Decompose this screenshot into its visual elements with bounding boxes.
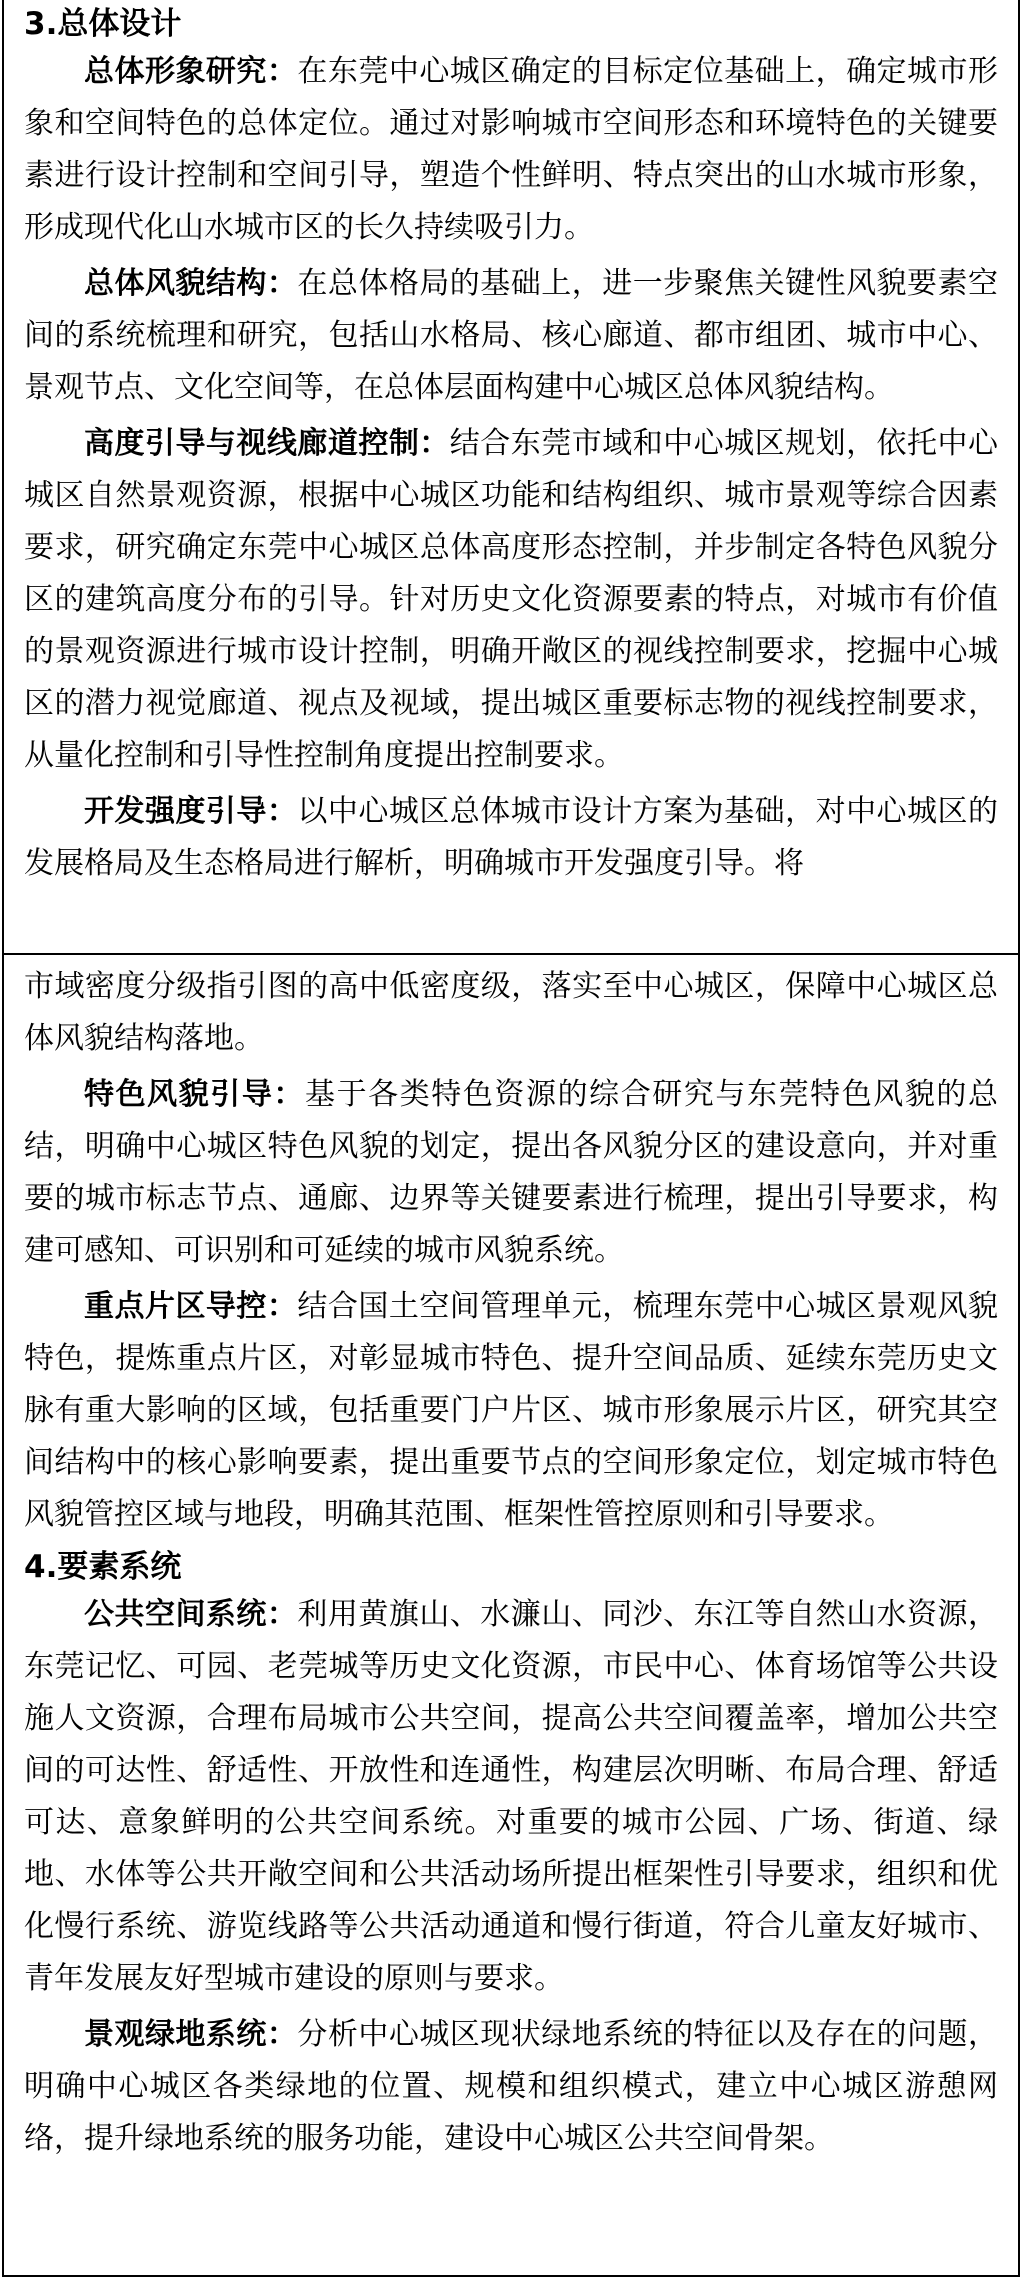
page-section-upper [2, 0, 1020, 958]
paragraph-text: 基于各类特色资源的综合研究与东莞特色风貌的总结，明确中心城区特色风貌的划定，提出各风貌分区的建设意向，并对重要的城市标志节点、通廊、边界等关键要素进行梳理，提出引导要求，构建可感知、可识别和可延续的城市风貌系统。 [24, 1077, 998, 1268]
paragraph-lead: 高度引导与视线廊道控制： [84, 426, 450, 461]
page-section-lower [2, 953, 1020, 2277]
paragraph-continuation: 市域密度分级指引图的高中低密度级，落实至中心城区，保障中心城区总体风貌结构落地。 [24, 969, 998, 1056]
paragraph-feature-style [24, 1069, 998, 1277]
paragraph-lead: 公共空间系统： [84, 1597, 298, 1632]
paragraph-lead: 总体风貌结构： [84, 266, 298, 301]
paragraph-text: 结合东莞市域和中心城区规划，依托中心城区自然景观资源，根据中心城区功能和结构组织、城市景观等综合因素要求，研究确定东莞中心城区总体高度形态控制，并步制定各特色风貌分区的建筑高度分布的引导。针对历史文化资源要素的特点，对城市有价值的景观资源进行城市设计控制，明确开敞区的视线控制要求，挖掘中心城区的潜力视觉廊道、视点及视域，提出城区重要标志物的视线控制要求，从量化控制和引导性控制角度提出控制要求。 [24, 426, 999, 773]
paragraph-lead: 重点片区导控： [84, 1289, 298, 1324]
paragraph-lead: 开发强度引导： [84, 794, 298, 829]
paragraph-development-intensity [24, 786, 998, 890]
paragraph-text: 分析中心城区现状绿地系统的特征以及存在的问题，明确中心城区各类绿地的位置、规模和组织模式，建立中心城区游憩网络，提升绿地系统的服务功能，建设中心城区公共空间骨架。 [24, 2017, 999, 2156]
paragraph-text: 在东莞中心城区确定的目标定位基础上，确定城市形象和空间特色的总体定位。通过对影响城市空间形态和环境特色的关键要素进行设计控制和空间引导，塑造个性鲜明、特点突出的山水城市形象，形成现代化山水城市区的长久持续吸引力。 [24, 54, 999, 245]
paragraph-height-sightline [24, 418, 998, 782]
paragraph-public-space-system [24, 1589, 998, 2005]
paragraph-text: 利用黄旗山、水濂山、同沙、东江等自然山水资源，东莞记忆、可园、老莞城等历史文化资源，市民中心、体育场馆等公共设施人文资源，合理布局城市公共空间，提高公共空间覆盖率，增加公共空间的可达性、舒适性、开放性和连通性，构建层次明晰、布局合理、舒适可达、意象鲜明的公共空间系统。对重要的城市公园、广场、街道、绿地、水体等公共开敞空间和公共活动场所提出框架性引导要求，组织和优化慢行系统、游览线路等公共活动通道和慢行街道，符合儿童友好城市、青年发展友好型城市建设的原则与要求。 [24, 1597, 999, 1996]
paragraph-overall-style-structure [24, 258, 998, 414]
paragraph-lead: 总体形象研究： [84, 54, 298, 89]
paragraph-overall-image [24, 46, 998, 254]
section-heading-overall-design: 3.总体设计 [24, 6, 182, 42]
paragraph-lead: 景观绿地系统： [84, 2017, 298, 2052]
paragraph-key-area-control [24, 1281, 998, 1541]
paragraph-landscape-green-system [24, 2009, 998, 2165]
paragraph-text: 结合国土空间管理单元，梳理东莞中心城区景观风貌特色，提炼重点片区，对彰显城市特色、提升空间品质、延续东莞历史文脉有重大影响的区域，包括重要门户片区、城市形象展示片区，研究其空间结构中的核心影响要素，提出重要节点的空间形象定位，划定城市特色风貌管控区域与地段，明确其范围、框架性管控原则和引导要求。 [24, 1289, 999, 1532]
section-heading-element-system: 4.要素系统 [24, 1549, 182, 1585]
paragraph-text: 以中心城区总体城市设计方案为基础，对中心城区的发展格局及生态格局进行解析，明确城市开发强度引导。将 [24, 794, 999, 881]
paragraph-lead: 特色风貌引导： [84, 1077, 305, 1112]
paragraph-text: 在总体格局的基础上，进一步聚焦关键性风貌要素空间的系统梳理和研究，包括山水格局、核心廊道、都市组团、城市中心、景观节点、文化空间等，在总体层面构建中心城区总体风貌结构。 [24, 266, 999, 405]
